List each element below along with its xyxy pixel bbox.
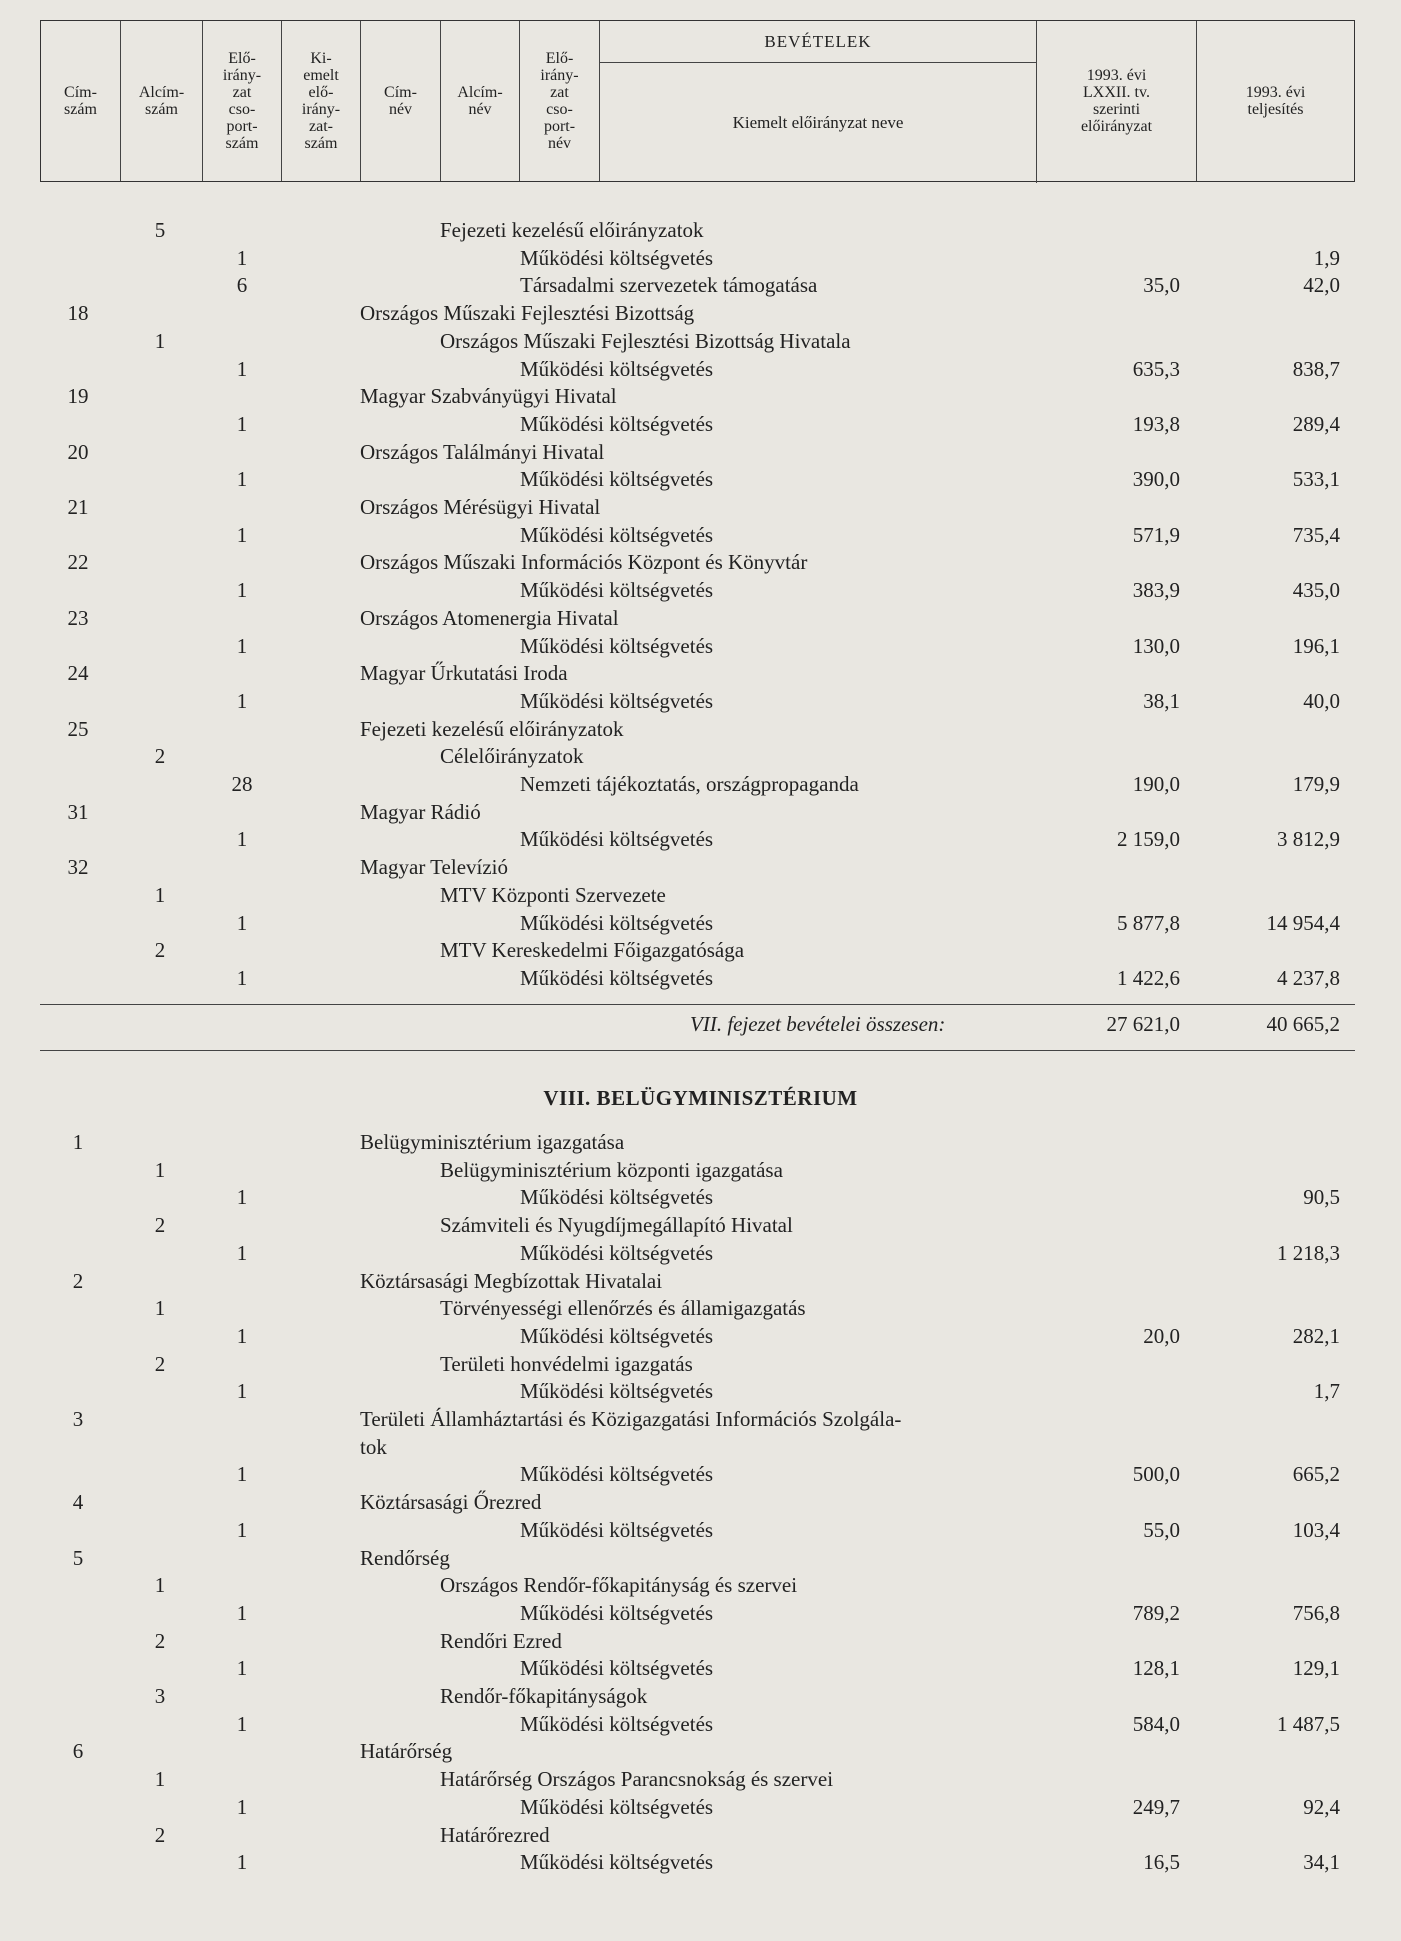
- table-row: [0, 216, 1401, 244]
- item-name: Fejezeti kezelésű előirányzatok: [360, 716, 624, 741]
- table-row: [0, 1405, 1401, 1433]
- csoport-szam: 1: [236, 1240, 248, 1265]
- plan-value: 571,9: [1132, 522, 1180, 547]
- plan-value: 635,3: [1132, 356, 1180, 381]
- alcim-szam: 3: [154, 1684, 166, 1708]
- cim-szam: 23: [67, 605, 89, 630]
- item-name: Belügyminisztérium központi igazgatása: [440, 1157, 783, 1182]
- item-name: Magyar Rádió: [360, 799, 481, 824]
- item-name: Területi Államháztartási és Közigazgatási Információs Szolgála-: [360, 1407, 902, 1431]
- csoport-szam: 1: [236, 522, 248, 547]
- actual-value: 282,1: [1292, 1323, 1340, 1348]
- table-row: [0, 881, 1401, 909]
- table-row: [0, 1128, 1401, 1156]
- csoport-szam: 1: [236, 1850, 248, 1875]
- item-name: Köztársasági Megbízottak Hivatalai: [360, 1268, 663, 1293]
- alcim-szam: 1: [154, 882, 166, 907]
- cim-szam: 1: [72, 1130, 84, 1154]
- plan-value: 190,0: [1132, 772, 1180, 796]
- item-name: Működési költségvetés: [520, 1379, 714, 1404]
- item-name: Működési költségvetés: [520, 1323, 714, 1348]
- item-name: Országos Mérésügyi Hivatal: [360, 495, 601, 519]
- item-name: Országos Találmányi Hivatal: [360, 439, 605, 464]
- table-row: [0, 659, 1401, 687]
- item-name: Rendőrség: [360, 1545, 450, 1570]
- cim-szam: 22: [67, 550, 89, 575]
- table-row: [0, 770, 1401, 798]
- header-eloiranyzat: [1037, 21, 1197, 181]
- actual-value: 665,2: [1292, 1462, 1340, 1487]
- item-name: Fejezeti kezelésű előirányzatok: [440, 218, 704, 242]
- header-teljesites: [1197, 21, 1354, 181]
- item-name: Működési költségvetés: [520, 688, 714, 713]
- table-row: [0, 355, 1401, 383]
- item-name: Működési költségvetés: [520, 1711, 714, 1736]
- header-bevetelek: [600, 21, 1037, 63]
- plan-value: 38,1: [1143, 688, 1180, 713]
- table-row: [0, 798, 1401, 826]
- table-row: [0, 1571, 1401, 1599]
- cim-szam: 21: [67, 495, 89, 519]
- item-name: Rendőri Ezred: [440, 1628, 562, 1653]
- plan-value: 500,0: [1132, 1462, 1180, 1487]
- alcim-szam: 2: [154, 1351, 166, 1376]
- plan-value: 789,2: [1132, 1600, 1180, 1625]
- plan-value: 193,8: [1132, 411, 1180, 436]
- table-header: [40, 20, 1355, 182]
- plan-value: 2 159,0: [1117, 827, 1180, 852]
- table-row: [0, 1322, 1401, 1350]
- table-row: [0, 1350, 1401, 1378]
- actual-value: 90,5: [1303, 1185, 1340, 1210]
- item-name: Belügyminisztérium igazgatása: [360, 1130, 625, 1154]
- item-name: Működési költségvetés: [520, 965, 714, 990]
- header-kiemelt-eloiranyzat-szam: [282, 21, 361, 181]
- table-row: [0, 1516, 1401, 1544]
- table-row: [0, 632, 1401, 660]
- item-name: Működési költségvetés: [520, 578, 714, 603]
- table-row: [0, 1737, 1401, 1765]
- csoport-szam: 6: [236, 273, 248, 298]
- header-cim-szam: [41, 21, 121, 181]
- table-row: [0, 1488, 1401, 1516]
- item-name: Nemzeti tájékoztatás, országpropaganda: [520, 772, 859, 796]
- csoport-szam: 1: [236, 578, 248, 603]
- actual-value: 34,1: [1303, 1850, 1340, 1875]
- item-name: Határőrség: [360, 1739, 453, 1764]
- cim-szam: 18: [67, 301, 89, 326]
- header-label: Kiemelt előirányzat neve: [732, 113, 904, 132]
- total-label: VII. fejezet bevételei összesen:: [690, 1012, 946, 1036]
- header-label: Cím- név: [384, 84, 417, 118]
- csoport-szam: 1: [236, 1185, 248, 1210]
- item-name: Rendőr-főkapitányságok: [440, 1684, 648, 1708]
- header-alcim-nev: [441, 21, 520, 181]
- plan-value: 16,5: [1143, 1850, 1180, 1875]
- item-name: Működési költségvetés: [520, 827, 714, 852]
- plan-value: 584,0: [1132, 1711, 1180, 1736]
- table-row: [0, 936, 1401, 964]
- cim-szam: 31: [67, 799, 89, 824]
- item-name: Országos Rendőr-főkapitányság és szervei: [440, 1573, 798, 1598]
- table-row: [0, 1654, 1401, 1682]
- header-label: BEVÉTELEK: [764, 31, 872, 51]
- alcim-szam: 5: [154, 218, 166, 242]
- item-name: MTV Központi Szervezete: [440, 882, 666, 907]
- alcim-szam: 2: [154, 1628, 166, 1653]
- table-row: [0, 1710, 1401, 1738]
- alcim-szam: 2: [154, 744, 166, 769]
- alcim-szam: 1: [154, 1767, 166, 1792]
- cim-szam: 2: [72, 1268, 84, 1293]
- item-name: Társadalmi szervezetek támogatása: [520, 273, 818, 298]
- item-name: Működési költségvetés: [520, 633, 714, 658]
- actual-value: 196,1: [1292, 633, 1340, 658]
- item-name: Célelőirányzatok: [440, 744, 584, 769]
- table-row: [0, 244, 1401, 272]
- table-row: [0, 1682, 1401, 1710]
- header-alcim-szam: [121, 21, 203, 181]
- cim-szam: 20: [67, 439, 89, 464]
- csoport-szam: 1: [236, 1379, 248, 1404]
- table-row: [0, 1239, 1401, 1267]
- header-eloiranyzat-csoport-nev: [520, 21, 600, 181]
- total-actual-value: 40 665,2: [1266, 1012, 1340, 1036]
- csoport-szam: 1: [236, 1462, 248, 1487]
- actual-value: 129,1: [1292, 1656, 1340, 1681]
- csoport-szam: 1: [236, 1656, 248, 1681]
- plan-value: 128,1: [1132, 1656, 1180, 1681]
- cim-szam: 4: [72, 1490, 84, 1515]
- cim-szam: 3: [72, 1407, 84, 1431]
- item-name: Működési költségvetés: [520, 1185, 714, 1210]
- header-label: Alcím- szám: [138, 84, 185, 118]
- item-name: Területi honvédelmi igazgatás: [440, 1351, 693, 1376]
- item-name: Országos Műszaki Fejlesztési Bizottság Hivatala: [440, 328, 851, 353]
- item-name: MTV Kereskedelmi Főigazgatósága: [440, 938, 745, 963]
- divider-line: [40, 1050, 1355, 1051]
- actual-value: 289,4: [1292, 411, 1340, 436]
- table-row: [0, 853, 1401, 881]
- alcim-szam: 2: [154, 1213, 166, 1238]
- plan-value: 390,0: [1132, 467, 1180, 492]
- table-row: [0, 1211, 1401, 1239]
- actual-value: 92,4: [1303, 1794, 1340, 1819]
- actual-value: 838,7: [1292, 356, 1340, 381]
- item-name: Köztársasági Őrezred: [360, 1490, 542, 1515]
- csoport-szam: 1: [236, 1600, 248, 1625]
- actual-value: 179,9: [1292, 772, 1340, 796]
- actual-value: 3 812,9: [1277, 827, 1340, 852]
- csoport-szam: 1: [236, 965, 248, 990]
- table-row: [0, 521, 1401, 549]
- table-row: [0, 327, 1401, 355]
- table-row: [0, 382, 1401, 410]
- item-name: Működési költségvetés: [520, 1240, 714, 1265]
- item-name: Működési költségvetés: [520, 522, 714, 547]
- item-name: Működési költségvetés: [520, 1794, 714, 1819]
- table-row: [0, 1544, 1401, 1572]
- table-row: [0, 964, 1401, 992]
- table-row: [0, 493, 1401, 521]
- table-row: [0, 1821, 1401, 1849]
- csoport-szam: 1: [236, 1711, 248, 1736]
- actual-value: 40,0: [1303, 688, 1340, 713]
- header-label: Ki- emelt elő- irány- zat- szám: [301, 50, 341, 152]
- total-plan-value: 27 621,0: [1106, 1012, 1180, 1036]
- csoport-szam: 1: [236, 633, 248, 658]
- csoport-szam: 1: [236, 411, 248, 436]
- cim-szam: 24: [67, 661, 89, 686]
- header-cim-nev: [361, 21, 441, 181]
- item-name: Országos Műszaki Fejlesztési Bizottság: [360, 301, 695, 326]
- table-row: [0, 299, 1401, 327]
- table-row: [0, 548, 1401, 576]
- item-name: Magyar Szabványügyi Hivatal: [360, 384, 617, 409]
- csoport-szam: 1: [236, 356, 248, 381]
- table-row: [0, 1377, 1401, 1405]
- table-row: [0, 271, 1401, 299]
- csoport-szam: 1: [236, 910, 248, 935]
- header-label: Cím- szám: [64, 84, 97, 118]
- table-row: [0, 1599, 1401, 1627]
- item-name: Működési költségvetés: [520, 411, 714, 436]
- table-row: [0, 1765, 1401, 1793]
- item-name: Működési költségvetés: [520, 1850, 714, 1875]
- actual-value: 1,7: [1313, 1379, 1340, 1404]
- table-row: [0, 1460, 1401, 1488]
- table-row: [0, 410, 1401, 438]
- actual-value: 1 487,5: [1277, 1711, 1340, 1736]
- item-name: Országos Műszaki Információs Központ és Könyvtár: [360, 550, 808, 575]
- total-row: [0, 1012, 1401, 1042]
- table-row: [0, 909, 1401, 937]
- actual-value: 533,1: [1292, 467, 1340, 492]
- item-name: Működési költségvetés: [520, 467, 714, 492]
- item-name: tok: [360, 1434, 387, 1459]
- alcim-szam: 1: [154, 328, 166, 353]
- plan-value: 249,7: [1132, 1794, 1180, 1819]
- table-row: [0, 1627, 1401, 1655]
- actual-value: 4 237,8: [1277, 965, 1340, 990]
- plan-value: 35,0: [1143, 273, 1180, 298]
- item-name: Magyar Televízió: [360, 855, 509, 880]
- plan-value: 20,0: [1143, 1323, 1180, 1348]
- item-name: Működési költségvetés: [520, 1656, 714, 1681]
- header-label: Elő- irány- zat cso- port- név: [540, 50, 579, 152]
- cim-szam: 6: [72, 1739, 84, 1764]
- plan-value: 5 877,8: [1117, 910, 1180, 935]
- table-row: [0, 715, 1401, 743]
- item-name: Működési költségvetés: [520, 910, 714, 935]
- actual-value: 1,9: [1313, 245, 1340, 270]
- item-name: Működési költségvetés: [520, 356, 714, 381]
- table-row: [0, 825, 1401, 853]
- item-name: Törvényességi ellenőrzés és államigazgatás: [440, 1296, 806, 1321]
- item-name: Működési költségvetés: [520, 245, 714, 270]
- table-row: [0, 687, 1401, 715]
- table-row: [0, 604, 1401, 632]
- table-row: [0, 1433, 1401, 1461]
- section-title: VIII. BELÜGYMINISZTÉRIUM: [543, 1086, 858, 1110]
- table-row: [0, 742, 1401, 770]
- plan-value: 130,0: [1132, 633, 1180, 658]
- actual-value: 14 954,4: [1266, 910, 1340, 935]
- csoport-szam: 1: [236, 1323, 248, 1348]
- cim-szam: 19: [67, 384, 89, 409]
- table-row: [0, 438, 1401, 466]
- item-name: Országos Atomenergia Hivatal: [360, 605, 619, 630]
- csoport-szam: 1: [236, 467, 248, 492]
- table-row: [0, 1183, 1401, 1211]
- csoport-szam: 1: [236, 1794, 248, 1819]
- header-label: Alcím- név: [457, 84, 503, 118]
- csoport-szam: 1: [236, 1517, 248, 1542]
- plan-value: 55,0: [1143, 1517, 1180, 1542]
- cim-szam: 32: [67, 855, 89, 880]
- divider-line: [40, 1004, 1355, 1005]
- actual-value: 435,0: [1292, 578, 1340, 603]
- alcim-szam: 1: [154, 1573, 166, 1598]
- csoport-szam: 1: [236, 827, 248, 852]
- plan-value: 383,9: [1132, 578, 1180, 603]
- actual-value: 756,8: [1292, 1600, 1340, 1625]
- table-row: [0, 1156, 1401, 1184]
- item-name: Működési költségvetés: [520, 1600, 714, 1625]
- table-row: [0, 1267, 1401, 1295]
- alcim-szam: 1: [154, 1157, 166, 1182]
- alcim-szam: 1: [154, 1296, 166, 1321]
- alcim-szam: 2: [154, 1822, 166, 1847]
- actual-value: 1 218,3: [1277, 1240, 1340, 1265]
- header-label: Elő- irány- zat cso- port- szám: [222, 50, 262, 152]
- csoport-szam: 1: [236, 688, 248, 713]
- item-name: Határőrség Országos Parancsnokság és szervei: [440, 1767, 834, 1792]
- cim-szam: 5: [72, 1545, 84, 1570]
- item-name: Számviteli és Nyugdíjmegállapító Hivatal: [440, 1213, 793, 1238]
- header-label: 1993. évi LXXII. tv. szerinti előirányzat: [1080, 67, 1153, 135]
- plan-value: 1 422,6: [1117, 965, 1180, 990]
- table-row: [0, 1848, 1401, 1876]
- item-name: Működési költségvetés: [520, 1517, 714, 1542]
- csoport-szam: 1: [236, 245, 248, 270]
- csoport-szam: 28: [231, 772, 253, 796]
- table-row: [0, 1294, 1401, 1322]
- actual-value: 42,0: [1303, 273, 1340, 298]
- header-label: 1993. évi teljesítés: [1245, 84, 1306, 118]
- alcim-szam: 2: [154, 938, 166, 963]
- actual-value: 735,4: [1292, 522, 1340, 547]
- item-name: Működési költségvetés: [520, 1462, 714, 1487]
- item-name: Határőrezred: [440, 1822, 550, 1847]
- header-eloiranyzat-csoport-szam: [203, 21, 282, 181]
- cim-szam: 25: [67, 716, 89, 741]
- item-name: Magyar Űrkutatási Iroda: [360, 661, 568, 686]
- header-kiemelt-nev: [600, 63, 1037, 183]
- actual-value: 103,4: [1292, 1517, 1340, 1542]
- table-row: [0, 465, 1401, 493]
- table-row: [0, 576, 1401, 604]
- table-row: [0, 1793, 1401, 1821]
